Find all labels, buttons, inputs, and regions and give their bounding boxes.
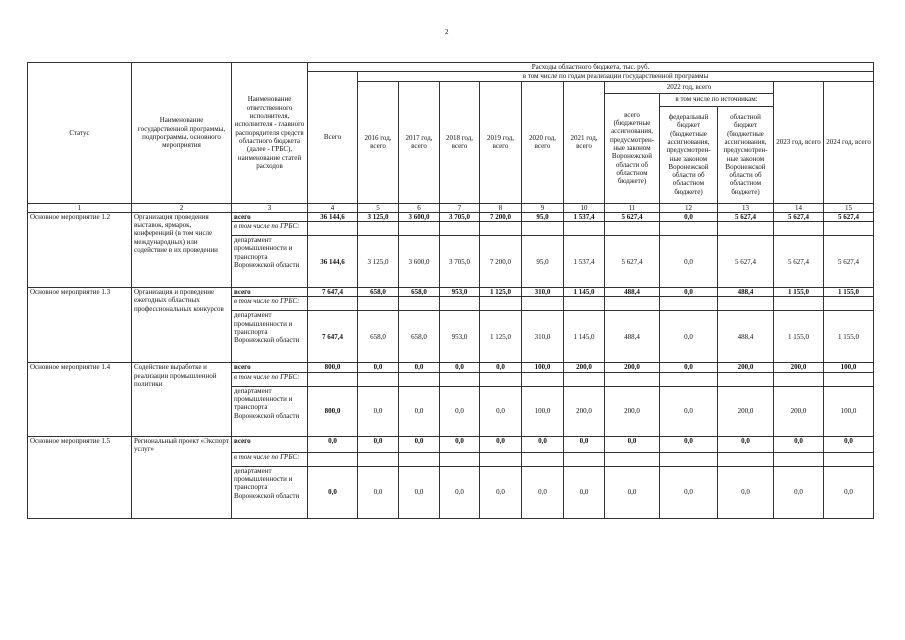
- department-value-cell: 0,0: [480, 386, 522, 436]
- department-value-cell: 658,0: [399, 311, 440, 363]
- header-expenses: Расходы областного бюджета, тыс. руб.: [308, 63, 874, 72]
- empty-cell: [774, 372, 824, 386]
- department-value-cell: 3 705,0: [440, 236, 480, 288]
- header-total: Всего: [308, 72, 358, 203]
- total-label: всего: [232, 288, 308, 297]
- header-name: Наименование государственной программы, подпрограммы, основного мероприятия: [132, 63, 232, 204]
- grbs-label: в том числе по ГРБС:: [232, 222, 308, 236]
- department-value-cell: 0,0: [480, 466, 522, 518]
- empty-cell: [605, 297, 660, 311]
- empty-cell: [480, 452, 522, 466]
- empty-cell: [564, 297, 605, 311]
- column-number: 9: [522, 203, 564, 212]
- empty-cell: [358, 372, 399, 386]
- total-value-cell: 3 125,0: [358, 212, 399, 221]
- department-value-cell: 200,0: [718, 386, 774, 436]
- empty-cell: [660, 452, 718, 466]
- department-value-cell: 0,0: [358, 466, 399, 518]
- total-value-cell: 100,0: [522, 363, 564, 372]
- page-number: 2: [445, 28, 449, 36]
- empty-cell: [522, 452, 564, 466]
- activity-name: Организация и проведение ежегодных областных профессиональных конкурсов: [132, 288, 232, 363]
- empty-cell: [605, 372, 660, 386]
- empty-cell: [358, 297, 399, 311]
- empty-cell: [774, 222, 824, 236]
- department-label: департамент промышленности и транспорта Воронежской области: [232, 466, 308, 518]
- department-value-cell: 658,0: [358, 311, 399, 363]
- total-label: всего: [232, 212, 308, 221]
- department-value-cell: 100,0: [522, 386, 564, 436]
- total-value-cell: 0,0: [660, 363, 718, 372]
- total-value-cell: 0,0: [660, 212, 718, 221]
- total-value-cell: 1 145,0: [564, 288, 605, 297]
- header-2024: 2024 год, всего: [824, 81, 874, 203]
- department-value-cell: 1 145,0: [564, 311, 605, 363]
- total-value-cell: 0,0: [660, 436, 718, 452]
- column-number: 14: [774, 203, 824, 212]
- department-value-cell: 7 647,4: [308, 311, 358, 363]
- total-value-cell: 488,4: [718, 288, 774, 297]
- column-number: 4: [308, 203, 358, 212]
- department-value-cell: 0,0: [399, 386, 440, 436]
- column-number: 7: [440, 203, 480, 212]
- empty-cell: [824, 222, 874, 236]
- activity-status: Основное мероприятие 1.2: [28, 212, 132, 287]
- total-value-cell: 0,0: [480, 436, 522, 452]
- total-value-cell: 0,0: [399, 436, 440, 452]
- header-2017: 2017 год, всего: [399, 81, 440, 203]
- total-value-cell: 0,0: [308, 436, 358, 452]
- total-value-cell: 310,0: [522, 288, 564, 297]
- header-2020: 2020 год, всего: [522, 81, 564, 203]
- empty-cell: [718, 452, 774, 466]
- department-value-cell: 0,0: [440, 386, 480, 436]
- column-number: 12: [660, 203, 718, 212]
- activity-status: Основное мероприятие 1.5: [28, 436, 132, 518]
- total-value-cell: 36 144,6: [308, 212, 358, 221]
- column-number: 5: [358, 203, 399, 212]
- header-2018: 2018 год, всего: [440, 81, 480, 203]
- empty-cell: [399, 372, 440, 386]
- empty-cell: [440, 372, 480, 386]
- department-value-cell: 488,4: [718, 311, 774, 363]
- header-status: Статус: [28, 63, 132, 204]
- total-label: всего: [232, 436, 308, 452]
- department-value-cell: 0,0: [718, 466, 774, 518]
- total-value-cell: 0,0: [399, 363, 440, 372]
- total-value-cell: 200,0: [774, 363, 824, 372]
- total-value-cell: 0,0: [358, 363, 399, 372]
- department-value-cell: 7 200,0: [480, 236, 522, 288]
- column-number: 10: [564, 203, 605, 212]
- empty-cell: [564, 452, 605, 466]
- header-2022-total: всего (бюджетные ассигнования, предусмотрен-ные законом Воронежской области об областном бюджете): [605, 93, 660, 203]
- department-label: департамент промышленности и транспорта Воронежской области: [232, 236, 308, 288]
- empty-cell: [718, 372, 774, 386]
- department-value-cell: 0,0: [440, 466, 480, 518]
- empty-cell: [774, 297, 824, 311]
- department-value-cell: 3 600,0: [399, 236, 440, 288]
- activity-status: Основное мероприятие 1.3: [28, 288, 132, 363]
- department-value-cell: 0,0: [308, 466, 358, 518]
- total-value-cell: 0,0: [660, 288, 718, 297]
- empty-cell: [308, 372, 358, 386]
- total-value-cell: 200,0: [564, 363, 605, 372]
- column-number: 1: [28, 203, 132, 212]
- department-value-cell: 0,0: [358, 386, 399, 436]
- total-value-cell: 0,0: [358, 436, 399, 452]
- department-value-cell: 953,0: [440, 311, 480, 363]
- empty-cell: [718, 222, 774, 236]
- department-value-cell: 95,0: [522, 236, 564, 288]
- total-value-cell: 7 200,0: [480, 212, 522, 221]
- total-value-cell: 5 627,4: [605, 212, 660, 221]
- header-federal: федеральный бюджет (бюджетные ассигнования, предусмотрен-ные законом Воронежской области об областном бюджете): [660, 106, 718, 203]
- empty-cell: [824, 297, 874, 311]
- column-number: 3: [232, 203, 308, 212]
- department-label: департамент промышленности и транспорта Воронежской области: [232, 311, 308, 363]
- department-value-cell: 310,0: [522, 311, 564, 363]
- total-value-cell: 5 627,4: [718, 212, 774, 221]
- department-value-cell: 200,0: [605, 386, 660, 436]
- column-number: 15: [824, 203, 874, 212]
- empty-cell: [440, 297, 480, 311]
- total-value-cell: 0,0: [774, 436, 824, 452]
- activity-name: Содействие выработке и реализации промышленной политики: [132, 363, 232, 436]
- total-value-cell: 0,0: [605, 436, 660, 452]
- department-value-cell: 5 627,4: [774, 236, 824, 288]
- grbs-label: в том числе по ГРБС:: [232, 372, 308, 386]
- empty-cell: [358, 452, 399, 466]
- total-value-cell: 1 537,4: [564, 212, 605, 221]
- department-value-cell: 1 125,0: [480, 311, 522, 363]
- department-value-cell: 200,0: [774, 386, 824, 436]
- header-2019: 2019 год, всего: [480, 81, 522, 203]
- department-value-cell: 100,0: [824, 386, 874, 436]
- department-value-cell: 1 537,4: [564, 236, 605, 288]
- total-value-cell: 5 627,4: [824, 212, 874, 221]
- empty-cell: [824, 452, 874, 466]
- header-by-years: в том числе по годам реализации государственной программы: [358, 72, 874, 81]
- department-value-cell: 0,0: [660, 236, 718, 288]
- total-value-cell: 953,0: [440, 288, 480, 297]
- department-value-cell: 0,0: [522, 466, 564, 518]
- total-value-cell: 0,0: [564, 436, 605, 452]
- empty-cell: [399, 222, 440, 236]
- department-value-cell: 5 627,4: [824, 236, 874, 288]
- column-number: 13: [718, 203, 774, 212]
- empty-cell: [564, 222, 605, 236]
- total-value-cell: 3 705,0: [440, 212, 480, 221]
- empty-cell: [308, 452, 358, 466]
- department-value-cell: 1 155,0: [824, 311, 874, 363]
- department-value-cell: 200,0: [564, 386, 605, 436]
- header-regional: областной бюджет (бюджетные ассигнования, предусмотрен-ные законом Воронежской области об областном бюджете): [718, 106, 774, 203]
- header-2021: 2021 год, всего: [564, 81, 605, 203]
- total-value-cell: 0,0: [440, 363, 480, 372]
- empty-cell: [660, 222, 718, 236]
- empty-cell: [358, 222, 399, 236]
- empty-cell: [522, 222, 564, 236]
- empty-cell: [440, 452, 480, 466]
- department-value-cell: 5 627,4: [605, 236, 660, 288]
- empty-cell: [774, 452, 824, 466]
- department-value-cell: 800,0: [308, 386, 358, 436]
- total-value-cell: 0,0: [440, 436, 480, 452]
- total-value-cell: 1 125,0: [480, 288, 522, 297]
- empty-cell: [522, 372, 564, 386]
- column-number: 11: [605, 203, 660, 212]
- empty-cell: [718, 297, 774, 311]
- total-value-cell: 488,4: [605, 288, 660, 297]
- grbs-label: в том числе по ГРБС:: [232, 452, 308, 466]
- department-value-cell: 488,4: [605, 311, 660, 363]
- total-value-cell: 200,0: [718, 363, 774, 372]
- empty-cell: [399, 297, 440, 311]
- department-value-cell: 3 125,0: [358, 236, 399, 288]
- department-value-cell: 0,0: [564, 466, 605, 518]
- activity-name: Организация проведения выставок, ярмарок, конференций (в том числе международных) или содействие в их проведении: [132, 212, 232, 287]
- department-value-cell: 0,0: [660, 466, 718, 518]
- empty-cell: [480, 297, 522, 311]
- empty-cell: [660, 372, 718, 386]
- department-value-cell: 0,0: [660, 311, 718, 363]
- header-2023: 2023 год, всего: [774, 81, 824, 203]
- empty-cell: [564, 372, 605, 386]
- grbs-label: в том числе по ГРБС:: [232, 297, 308, 311]
- total-value-cell: 1 155,0: [774, 288, 824, 297]
- activity-status: Основное мероприятие 1.4: [28, 363, 132, 436]
- total-value-cell: 100,0: [824, 363, 874, 372]
- total-value-cell: 1 155,0: [824, 288, 874, 297]
- total-value-cell: 7 647,4: [308, 288, 358, 297]
- budget-table: [27, 62, 874, 519]
- total-value-cell: 0,0: [824, 436, 874, 452]
- total-value-cell: 5 627,4: [774, 212, 824, 221]
- department-value-cell: 0,0: [774, 466, 824, 518]
- department-value-cell: 36 144,6: [308, 236, 358, 288]
- department-value-cell: 0,0: [399, 466, 440, 518]
- empty-cell: [480, 372, 522, 386]
- empty-cell: [605, 452, 660, 466]
- total-value-cell: 0,0: [718, 436, 774, 452]
- department-value-cell: 0,0: [605, 466, 660, 518]
- empty-cell: [522, 297, 564, 311]
- empty-cell: [308, 297, 358, 311]
- total-value-cell: 0,0: [480, 363, 522, 372]
- total-label: всего: [232, 363, 308, 372]
- empty-cell: [480, 222, 522, 236]
- activity-total-row: [28, 288, 874, 297]
- header-2016: 2016 год, всего: [358, 81, 399, 203]
- activity-total-row: [28, 212, 874, 221]
- header-2022-sources: в том числе по источникам:: [660, 93, 774, 106]
- empty-cell: [824, 372, 874, 386]
- department-value-cell: 1 155,0: [774, 311, 824, 363]
- header-2022: 2022 год, всего: [605, 81, 774, 93]
- empty-cell: [399, 452, 440, 466]
- department-value-cell: 5 627,4: [718, 236, 774, 288]
- department-value-cell: 0,0: [824, 466, 874, 518]
- activity-name: Региональный проект «Экспорт услуг»: [132, 436, 232, 518]
- total-value-cell: 200,0: [605, 363, 660, 372]
- total-value-cell: 658,0: [399, 288, 440, 297]
- empty-cell: [605, 222, 660, 236]
- column-number: 6: [399, 203, 440, 212]
- department-label: департамент промышленности и транспорта Воронежской области: [232, 386, 308, 436]
- activity-total-row: [28, 363, 874, 372]
- total-value-cell: 658,0: [358, 288, 399, 297]
- total-value-cell: 3 600,0: [399, 212, 440, 221]
- total-value-cell: 95,0: [522, 212, 564, 221]
- activity-total-row: [28, 436, 874, 452]
- column-number: 8: [480, 203, 522, 212]
- empty-cell: [660, 297, 718, 311]
- column-number: 2: [132, 203, 232, 212]
- total-value-cell: 0,0: [522, 436, 564, 452]
- empty-cell: [308, 222, 358, 236]
- department-value-cell: 0,0: [660, 386, 718, 436]
- empty-cell: [440, 222, 480, 236]
- total-value-cell: 800,0: [308, 363, 358, 372]
- header-responsible: Наименование ответственного исполнителя, исполнителя - главного распорядителя средств областного бюджета (далее - ГРБС), наименование статей расходов: [232, 63, 308, 204]
